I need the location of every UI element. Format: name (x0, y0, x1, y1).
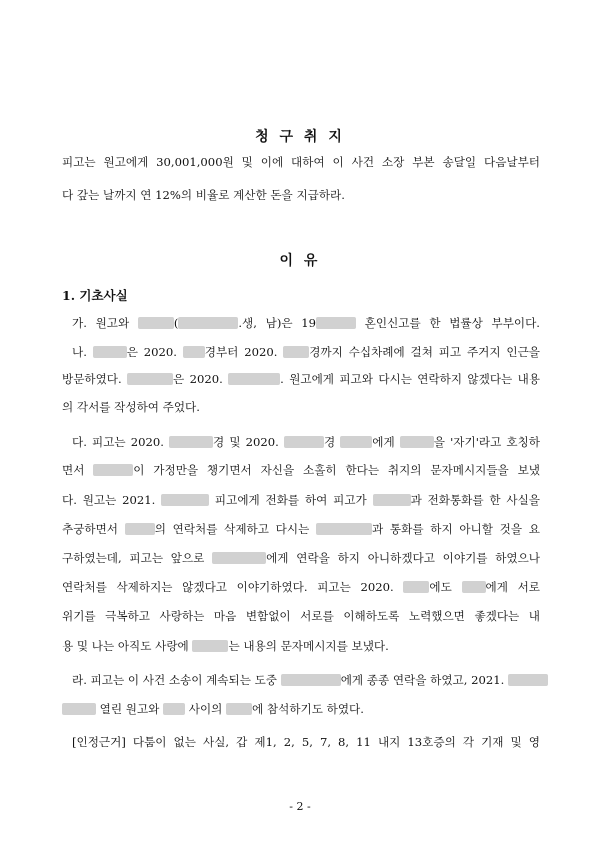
redaction-block (93, 464, 133, 476)
redaction-block (192, 640, 228, 652)
paragraph-text: 나. (72, 345, 93, 359)
redaction-block (127, 373, 173, 385)
paragraph-text: 다. 원고는 2021. (62, 493, 162, 507)
paragraph-text: 과 전화통화를 한 사실을 (410, 493, 540, 507)
paragraph-text: 에도 (429, 580, 462, 594)
redaction-block (340, 436, 372, 448)
redaction-block (169, 436, 213, 448)
paragraph-text: 경 및 2020. (213, 435, 284, 449)
paragraph-text: . 원고에게 피고와 다시는 연락하지 않겠다는 내용 (280, 372, 540, 386)
redaction-block (163, 703, 185, 715)
paragraph-line (62, 398, 540, 416)
claim-line-2: 다 갚는 날까지 연 12%의 비율로 계산한 돈을 지급하라. (62, 188, 345, 202)
paragraph-text: 에 참석하기도 하였다. (252, 702, 364, 716)
paragraph-line (62, 607, 540, 625)
redaction-block (226, 703, 252, 715)
redaction-block (400, 436, 434, 448)
paragraph-text: 피고에게 전화를 하여 피고가 (209, 493, 373, 507)
paragraph-text: ( (173, 316, 179, 330)
paragraph-text: 경까지 수십차례에 걸쳐 피고 주거지 인근을 (309, 345, 540, 359)
paragraph-text: 을 '자기'라고 호칭하 (433, 435, 540, 449)
paragraph-line (62, 637, 540, 655)
paragraph-line (62, 461, 540, 479)
paragraph-text: 혼인신고를 한 법률상 부부이다. (355, 316, 540, 330)
paragraph-text: 방문하였다. (62, 372, 128, 386)
paragraph-text: 는 내용의 문자메시지를 보냈다. (228, 639, 389, 653)
redaction-block (403, 581, 429, 593)
paragraph-line (62, 549, 540, 567)
paragraph-text: 의 각서를 작성하여 주었다. (62, 400, 200, 414)
paragraph-text: 은 2020. (173, 372, 229, 386)
paragraph-text: .생, 남)은 19 (238, 316, 316, 330)
paragraph-text: 위기를 극복하고 사랑하는 마음 변함없이 서로를 이해하도록 노력했으면 좋겠다는 내 (62, 609, 540, 623)
paragraph-text: 연락처를 삭제하지는 않겠다고 이야기하였다. 피고는 2020. (62, 580, 404, 594)
redaction-block (62, 703, 96, 715)
paragraph-text: 가. 원고와 (72, 316, 138, 330)
paragraph-line (72, 733, 540, 751)
redaction-block (125, 523, 155, 535)
paragraph-line (72, 433, 540, 451)
paragraph-line (62, 578, 540, 596)
paragraph-text: 은 2020. (126, 345, 183, 359)
paragraph-line (62, 370, 540, 388)
paragraph-text: 과 통화를 하지 아니할 것을 요 (372, 522, 540, 536)
paragraph-text: 경부터 2020. (204, 345, 284, 359)
paragraph-text: 추궁하면서 (62, 522, 125, 536)
redaction-block (138, 317, 174, 329)
redaction-block (183, 346, 205, 358)
paragraph-text: 구하였는데, 피고는 앞으로 (62, 551, 213, 565)
paragraph-text: 열린 원고와 (96, 702, 164, 716)
paragraph-text: 에게 종종 연락을 하였고, 2021. (340, 673, 508, 687)
paragraph-line (62, 700, 540, 718)
paragraph-line (72, 343, 540, 361)
redaction-block (93, 346, 127, 358)
redaction-block (281, 674, 341, 686)
paragraph-line (62, 491, 540, 509)
redaction-block (228, 373, 280, 385)
paragraph-text: 에게 서로 (485, 580, 540, 594)
claim-title: 청 구 취 지 (255, 129, 345, 145)
paragraph-line (62, 520, 540, 538)
paragraph-text: 이 가정만을 챙기면서 자신을 소홀히 한다는 취지의 문자메시지들을 보냈 (133, 463, 540, 477)
paragraph-text: 경 (323, 435, 341, 449)
redaction-block (178, 317, 238, 329)
paragraph-text: 사이의 (185, 702, 227, 716)
paragraph-text: 다. 피고는 2020. (72, 435, 170, 449)
redaction-block (283, 346, 309, 358)
paragraph-text: [인정근거] 다툼이 없는 사실, 갑 제1, 2, 5, 7, 8, 11 내지 13호증의 각 기재 및 영 (72, 735, 540, 749)
paragraph-text: 면서 (62, 463, 94, 477)
paragraph-text: 라. 피고는 이 사건 소송이 계속되는 도중 (72, 673, 281, 687)
reason-title: 이 유 (279, 253, 321, 269)
paragraph-line (72, 671, 540, 689)
paragraph-text: 용 및 나는 아직도 사랑에 (62, 639, 193, 653)
redaction-block (161, 494, 209, 506)
section-heading: 1. 기초사실 (62, 288, 128, 303)
page-number: - 2 - (289, 800, 311, 813)
redaction-block (284, 436, 324, 448)
paragraph-text: 에게 (372, 435, 400, 449)
paragraph-text: 의 연락처를 삭제하고 다시는 (154, 522, 316, 536)
paragraph-line (72, 314, 540, 332)
redaction-block (212, 552, 266, 564)
redaction-block (316, 523, 372, 535)
redaction-block (508, 674, 548, 686)
claim-line-1: 피고는 원고에게 30,001,000원 및 이에 대하여 이 사건 소장 부본 송달일 다음날부터 (62, 155, 540, 169)
redaction-block (462, 581, 486, 593)
paragraph-text: 에게 연락을 하지 아니하겠다고 이야기를 하였으나 (266, 551, 541, 565)
redaction-block (373, 494, 411, 506)
redaction-block (316, 317, 356, 329)
